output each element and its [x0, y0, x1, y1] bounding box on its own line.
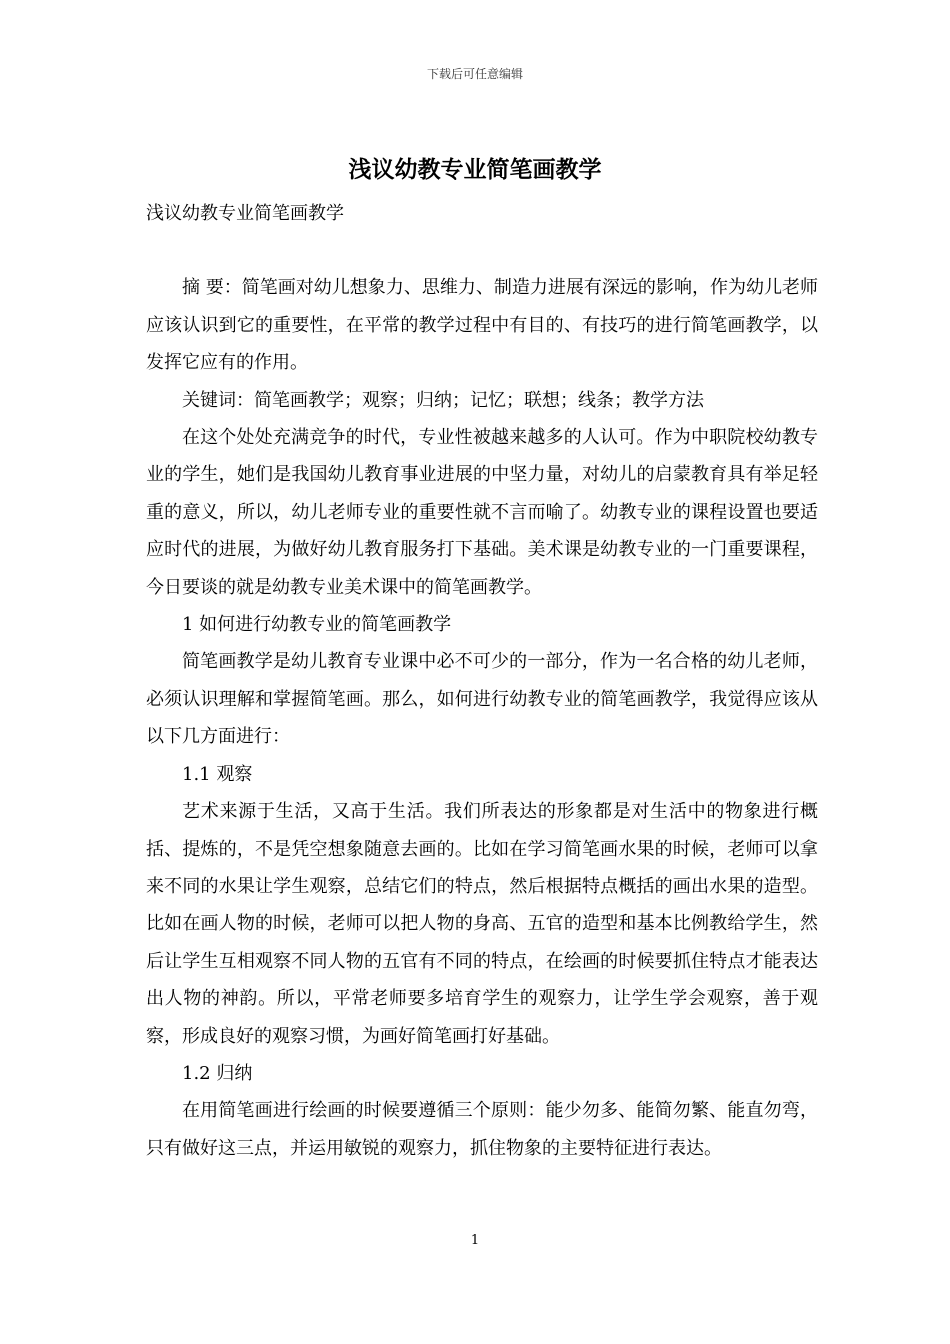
keywords-paragraph: 关键词：简笔画教学；观察；归纳；记忆；联想；线条；教学方法	[182, 389, 704, 411]
header-note: 下载后可任意编辑	[426, 67, 523, 81]
document-subtitle: 浅议幼教专业简笔画教学	[146, 203, 344, 224]
document-title: 浅议幼教专业简笔画教学	[348, 156, 602, 183]
document-body	[146, 195, 818, 1167]
page-number: 1	[470, 1233, 480, 1248]
intro-paragraph: 在这个处处充满竞争的时代，专业性被越来越多的人认可。作为中职院校幼教专业的学生，她们是我国幼儿教育事业进展的中坚力量，对幼儿的启蒙教育具有举足轻重的意义，所以，幼儿老师专业的重要性就不言而喻了。幼教专业的课程设置也要适应时代的进展，为做好幼儿教育服务打下基础。美术课是幼教专业的一门重要课程，今日要谈的就是幼教专业美术课中的简笔画教学。	[146, 427, 818, 598]
section-1-2-paragraph: 在用简笔画进行绘画的时候要遵循三个原则：能少勿多、能简勿繁、能直勿弯，只有做好这三点，并运用敏锐的观察力，抓住物象的主要特征进行表达。	[146, 1100, 818, 1159]
section-heading-1: 1 如何进行幼教专业的简笔画教学	[182, 614, 452, 636]
section-heading-1-2: 1.2 归纳	[182, 1062, 253, 1084]
section-1-paragraph: 简笔画教学是幼儿教育专业课中必不可少的一部分，作为一名合格的幼儿老师，必须认识理解和掌握简笔画。那么，如何进行幼教专业的简笔画教学，我觉得应该从以下几方面进行：	[146, 651, 818, 748]
section-heading-1-1: 1.1 观察	[182, 763, 253, 785]
section-1-1-paragraph: 艺术来源于生活，又高于生活。我们所表达的形象都是对生活中的物象进行概括、提炼的，不是凭空想象随意去画的。比如在学习简笔画水果的时候，老师可以拿来不同的水果让学生观察，总结它们的特点，然后根据特点概括的画出水果的造型。比如在画人物的时候，老师可以把人物的身高、五官的造型和基本比例教给学生，然后让学生互相观察不同人物的五官有不同的特点，在绘画的时候要抓住特点才能表达出人物的神韵。所以，平常老师要多培育学生的观察力，让学生学会观察，善于观察，形成良好的观察习惯，为画好简笔画打好基础。	[146, 801, 818, 1047]
abstract-paragraph: 摘 要：简笔画对幼儿想象力、思维力、制造力进展有深远的影响，作为幼儿老师应该认识到它的重要性，在平常的教学过程中有目的、有技巧的进行简笔画教学，以发挥它应有的作用。	[146, 277, 818, 374]
